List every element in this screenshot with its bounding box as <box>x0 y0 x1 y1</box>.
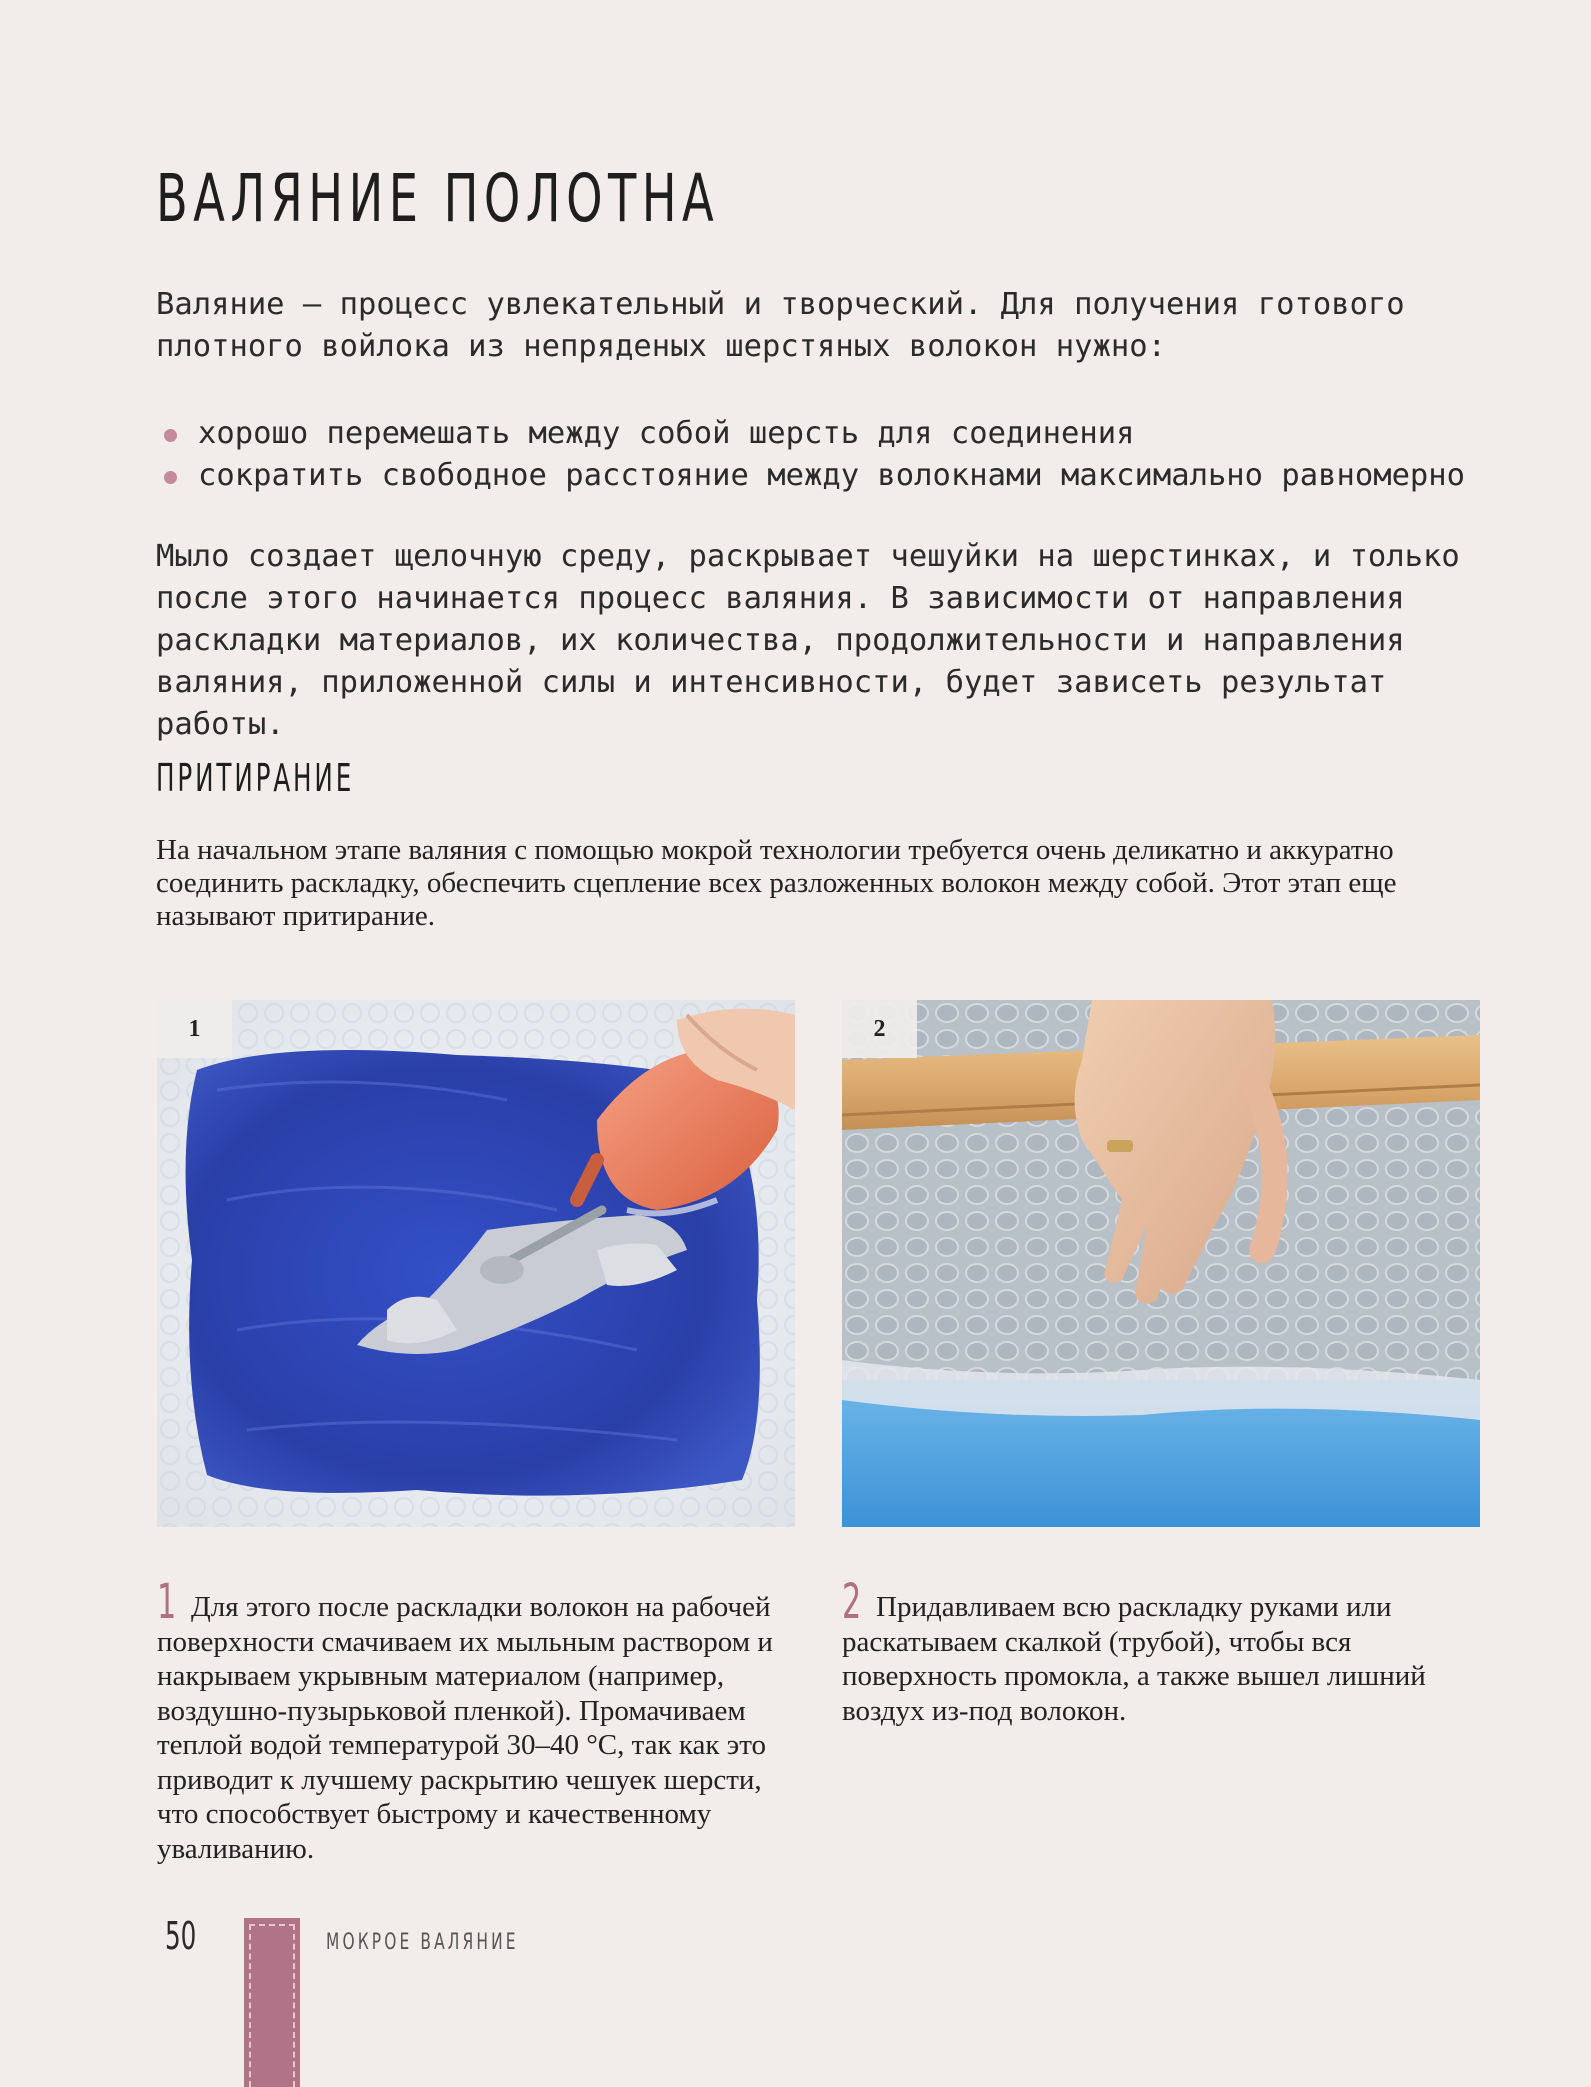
list-item <box>156 413 1486 455</box>
bullet-list <box>156 413 1486 497</box>
section-heading: ПРИТИРАНИЕ <box>156 756 355 800</box>
photo-number-badge: 2 <box>842 1000 917 1058</box>
bullet-dot-icon <box>164 471 177 484</box>
photo-step-2 <box>842 1000 1480 1527</box>
list-item <box>156 455 1486 497</box>
caption-number: 1 <box>157 1574 177 1630</box>
list-item-text: хорошо перемешать между собой шерсть для соединения <box>198 416 1135 451</box>
intro-paragraph: Валяние — процесс увлекательный и творческий. Для получения готового плотного войлока из непряденых шерстяных волокон нужно: <box>156 287 1405 364</box>
caption-number: 2 <box>842 1574 862 1630</box>
photo-wet-felting-image <box>157 1000 795 1527</box>
photo-number-badge: 1 <box>157 1000 232 1058</box>
page-number: 50 <box>165 1914 197 1958</box>
photo-rolling-image <box>842 1000 1480 1527</box>
body-paragraph: Мыло создает щелочную среду, раскрывает чешуйки на шерстинках, и только после этого начинается процесс валяния. В зависимости от направления раскладки материалов, их количества, продолжительности и направления валяния, приложенной силы и интенсивности, будет зависеть результат работы. <box>156 539 1460 742</box>
caption-text: Придавливаем всю раскладку руками или раскатываем скалкой (трубой), чтобы вся поверхность промокла, а также вышел лишний воздух из-под волокон. <box>842 1591 1426 1727</box>
section-paragraph: На начальном этапе валяния с помощью мокрой технологии требуется очень деликатно и аккуратно соединить раскладку, обеспечить сцепление всех разложенных волокон между собой. Этот этап еще называют притирание. <box>156 834 1397 932</box>
page-title: ВАЛЯНИЕ ПОЛОТНА <box>156 160 720 237</box>
photo-caption-1 <box>157 1574 797 1866</box>
photo-step-1 <box>157 1000 795 1527</box>
bookmark-ribbon <box>244 1918 300 2087</box>
photo-caption-2 <box>842 1574 1482 1728</box>
running-head: МОКРОЕ ВАЛЯНИЕ <box>326 1930 519 1955</box>
caption-text: Для этого после раскладки волокон на рабочей поверхности смачиваем их мыльным раствором и накрываем укрывным материалом (например, воздушно-пузырьковой пленкой). Промачиваем теплой водой температурой 30–40 °С, так как это приводит к лучшему раскрытию чешуек шерсти, что способствует быстрому и качественному уваливанию. <box>157 1591 773 1865</box>
bullet-dot-icon <box>164 429 177 442</box>
list-item-text: сократить свободное расстояние между волокнами максимально равномерно <box>198 458 1466 493</box>
